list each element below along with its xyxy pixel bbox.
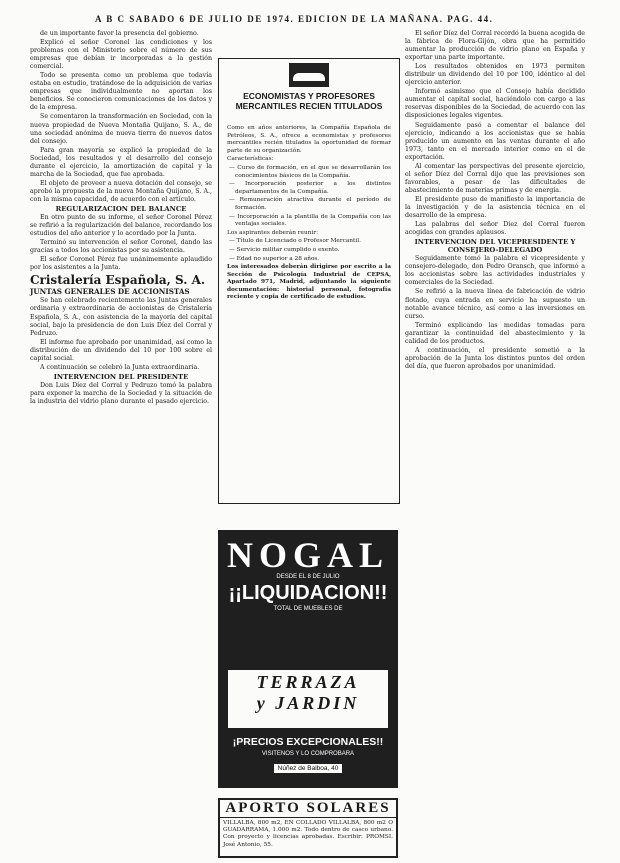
cepsa-ad — [218, 58, 400, 504]
precios-banner — [218, 728, 398, 788]
article-title: Cristalería Española, S. A. — [30, 273, 206, 288]
ad-item: — Incorporación posterior a los distintos departamentos de la Compañía. — [229, 181, 391, 195]
paragraph: En otro punto de su informe, el señor Coronel Pérez se refirió a la regularización del balance, recordando los estudios del año anterior y lo acordado por la Junta. — [30, 214, 212, 238]
article-subtitle: JUNTAS GENERALES DE ACCIONISTAS — [30, 287, 190, 297]
ad-req: — Edad no superior a 28 años. — [229, 255, 320, 262]
ad-item: — Incorporación a la plantilla de la Compañía con las ventajas sociales. — [229, 213, 391, 228]
nogal-sub: TOTAL DE MUEBLES DE — [273, 606, 343, 612]
nogal-dates: DESDE EL 8 DE JULIO — [276, 574, 340, 580]
solares-ad — [218, 798, 398, 858]
paragraph: Se comentaron la transformación en Sociedad, con la nueva propiedad de Nueva Montaña Quijano, S. A., de una sociedad anónima de nueva tierra de nuevos datos del consejo. — [30, 113, 212, 145]
solares-title: APORTO SOLARES — [220, 800, 396, 818]
precios-text: ¡PRECIOS EXCEPCIONALES!! — [232, 736, 384, 748]
paragraph: Las palabras del señor Díez del Corral fueron acogidas con grandes aplausos. — [405, 221, 585, 237]
subheading: INTERVENCION DEL PRESIDENTE — [53, 372, 189, 381]
paragraph: Al comentar las perspectivas del presente ejercicio, el señor Díez del Corral dijo que las previsiones son favorables, a pesar de las dificultades de abastecimiento de materias primas y de energía. — [405, 162, 585, 194]
ad-closing: Los interesados deberán dirigirse por escrito a la Sección de Psicología Industrial de CEPSA, Apartado 971, Madrid, adjuntando la siguiente documentación: historial personal, fotografía reciente y copia de certificado de estudios. — [227, 264, 391, 301]
ad-req-title: Los aspirantes deberán reunir: — [227, 229, 319, 236]
ad-item: — Remuneración atractiva durante el período de formación. — [229, 197, 391, 211]
solares-text: VILLALBA, 800 m2, EN COLLADO VILLALBA, 800 m2 O GUADARRAMA, 1.000 m2. Todo dentro de casco urbano. Con proyecto y licencias aprobadas. Escribir: PROMSI. José Antonio, 55. — [223, 820, 393, 848]
paragraph: El objeto de proveer a nueva dotación del consejo, se aprobó la propuesta de la nueva Montaña Quijano, S. A., con la misma capacidad, de acuerdo con el artículo. — [30, 179, 212, 203]
paragraph: Para gran mayoría se explicó la propiedad de la Sociedad, los resultados y el desarrollo del consejo durante el ejercicio, la amortización de capital y la marcha de la Sociedad, que fue aprobada. — [30, 146, 212, 178]
nogal-logo: NOGAL — [226, 535, 389, 575]
paragraph: El señor Coronel Pérez fue unánimemente aplaudido por los asistentes a la Junta. — [30, 256, 212, 272]
subheading: INTERVENCION DEL VICEPRESIDENTE Y CONSEJERO-DELEGADO — [414, 238, 576, 255]
visitenos-text: VISITENOS Y LO COMPROBARA — [261, 751, 355, 757]
paragraph: El presidente puso de manifiesto la importancia de la investigación y de la asistencia técnica en el desarrollo de la empresa. — [405, 195, 585, 220]
paragraph: Terminó explicando las medidas tomadas para garantizar la continuidad del abastecimiento y la calidad de los productos. — [405, 321, 585, 345]
nogal-ad — [218, 530, 398, 670]
jardin-text: y JARDIN — [256, 693, 360, 713]
paragraph: Seguidamente pasó a comentar el balance del ejercicio, indicando a los accionistas que se había producido un aumento en las ventas durante el año 1973, tanto en el mercado interior como en el de exportación. — [405, 121, 585, 161]
paragraph: Se han celebrado recientemente las Juntas generales ordinaria y extraordinaria de accionistas de Cristalería Española, S. A., con asistencia de la mayoría del capital social, bajo la presidencia de don Luis Díez del Corral y Pedruzo. — [30, 297, 212, 337]
nogal-headline: ¡¡LIQUIDACION!! — [228, 582, 388, 604]
paragraph: Los resultados obtenidos en 1973 permiten distribuir un dividendo del 10 por 100, idéntico al del ejercicio anterior. — [405, 63, 585, 87]
paragraph: Todo se presenta como un problema que todavía estaba en estudio, tratándose de la adquisición de varias empresas que individualmente no aportan los beneficios. Se conocieron comunicaciones de los datos y de la empresa. — [30, 72, 212, 112]
paragraph: A continuación se celebró la Junta extraordinaria. — [40, 363, 200, 371]
ad-req: — Servicio militar cumplido o exento. — [229, 246, 340, 253]
paragraph: de un importante favor la presencia del gobierno. — [40, 30, 199, 37]
paragraph: El señor Díez del Corral recordó la buena acogida de la fábrica de Flora-Gijón, obra que ha permitido aumentar la producción de vidrio plano en España y exportar una parte importante. — [405, 30, 585, 62]
page-header: A B C SABADO 6 DE JULIO DE 1974. EDICION DE LA MAÑANA. PAG. 44. — [95, 14, 494, 24]
nogal-address: Núñez de Balboa, 40 — [274, 764, 343, 773]
cepsa-logo-icon — [289, 63, 329, 87]
subheading: REGULARIZACION DEL BALANCE — [55, 204, 187, 213]
paragraph: Informó asimismo que el Consejo había decidido aumentar el capital social, haciéndolo con cargo a las reservas disponibles de la Sociedad, de acuerdo con las disposiciones legales vigentes. — [405, 88, 585, 120]
terraza-text: TERRAZA — [256, 672, 360, 692]
column-right — [405, 30, 585, 372]
paragraph: Seguidamente tomó la palabra el vicepresidente y consejero-delegado, don Pedro Oransch, que informó a los accionistas sobre las actividades industriales y comerciales de la Sociedad. — [405, 255, 585, 287]
paragraph: Don Luis Díez del Corral y Pedruzo tomó la palabra para exponer la marcha de la Sociedad y la situación de la industria del vidrio plano durante el pasado ejercicio. — [30, 381, 212, 405]
paragraph: A continuación, el presidente sometió a la aprobación de la Junta los distintos puntos del orden del día, que fueron aprobados por unanimidad. — [405, 346, 585, 370]
ad-item: — Curso de formación, en el que se desarrollarán los conocimientos básicos de la Compañía. — [229, 164, 391, 179]
ad-body — [227, 125, 391, 303]
paragraph: Terminó su intervención el señor Coronel, dando las gracias a todos los accionistas por su asistencia. — [30, 239, 212, 255]
column-left — [30, 30, 212, 407]
paragraph: El informe fue aprobado por unanimidad, así como la distribución de un dividendo del 10 por 100 sobre el capital social. — [30, 338, 212, 362]
ad-cond-title: Características: — [227, 156, 274, 163]
paragraph: Explicó el señor Coronel las condiciones y los problemas con el Ministerio sobre el número de sus empresas que debían ir incorporadas a la gestión comercial. — [30, 39, 212, 71]
terraza-banner — [218, 670, 398, 728]
paragraph: Se refirió a la nueva línea de fabricación de vidrio flotado, cuya entrada en servicio ha supuesto un notable avance técnico, así como a las inversiones en curso. — [405, 288, 585, 320]
ad-intro: Como en años anteriores, la Compañía Española de Petróleos, S. A., ofrece a economistas y profesores mercantiles recién titulados la oportunidad de formar parte de su organización. — [227, 125, 391, 154]
ad-title: ECONOMISTAS Y PROFESORES MERCANTILES RECIEN TITULADOS — [235, 91, 383, 111]
ad-req: — Título de Licenciado o Profesor Mercantil. — [229, 238, 361, 245]
